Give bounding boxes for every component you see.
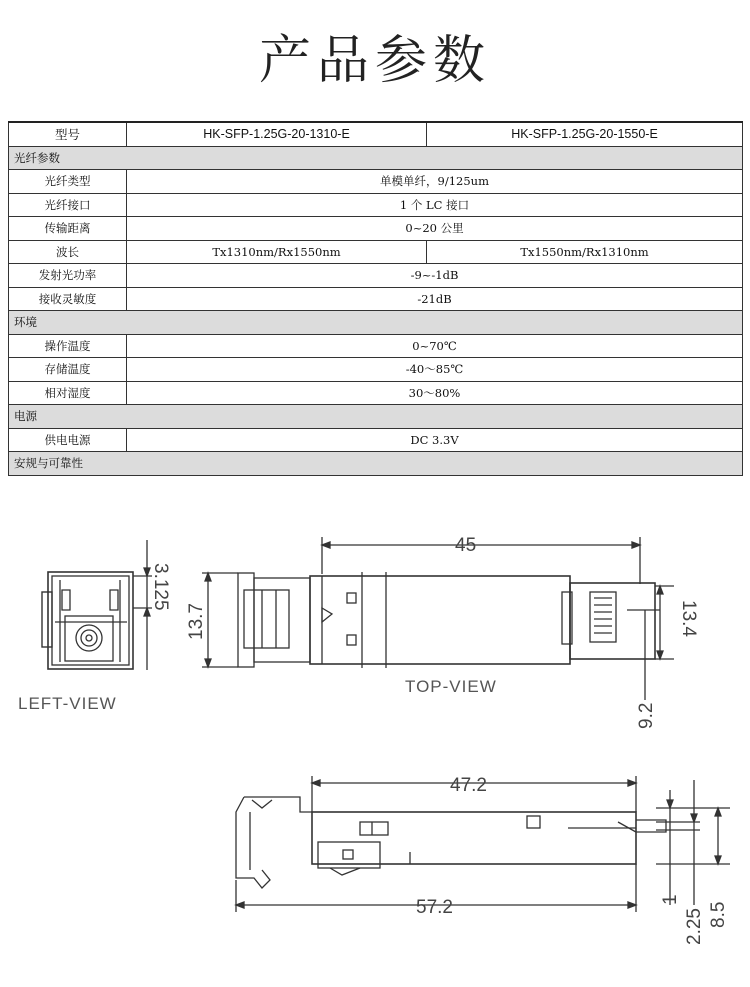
dim-13-4: 13.4 — [678, 600, 699, 637]
dim-9-2: 9.2 — [636, 702, 657, 729]
dim-57-2: 57.2 — [416, 897, 453, 918]
row-value: 30～80% — [127, 381, 743, 405]
row-label: 存储温度 — [9, 358, 127, 382]
dim-1: 1 — [660, 894, 681, 905]
row-label: 接收灵敏度 — [9, 287, 127, 311]
row-value: 单模单纤，9/125um — [127, 170, 743, 194]
model-a: HK-SFP-1.25G-20-1310-E — [127, 122, 427, 146]
row-label: 波长 — [9, 240, 127, 264]
row-value: DC 3.3V — [127, 428, 743, 452]
dim-3-125: 3.125 — [150, 563, 171, 611]
row-value: -9~-1dB — [127, 264, 743, 288]
row-label: 传输距离 — [9, 217, 127, 241]
section-environment: 环境 — [9, 311, 743, 335]
dim-2-25: 2.25 — [684, 908, 705, 945]
section-power: 电源 — [9, 405, 743, 429]
row-label: 相对湿度 — [9, 381, 127, 405]
row-value-a: Tx1310nm/Rx1550nm — [127, 240, 427, 264]
row-value: 0~20 公里 — [127, 217, 743, 241]
row-label: 操作温度 — [9, 334, 127, 358]
row-label: 光纤接口 — [9, 193, 127, 217]
side-view-drawing — [236, 776, 730, 912]
row-value-b: Tx1550nm/Rx1310nm — [427, 240, 743, 264]
dim-45: 45 — [455, 535, 477, 556]
section-optical: 光纤参数 — [9, 146, 743, 170]
row-value: 1 个 LC 接口 — [127, 193, 743, 217]
row-label: 供电电源 — [9, 428, 127, 452]
dim-47-2: 47.2 — [450, 775, 487, 796]
page-title: 产品参数 — [258, 31, 491, 91]
dim-13-7: 13.7 — [186, 603, 207, 640]
top-view-label: TOP-VIEW — [405, 677, 497, 696]
model-b: HK-SFP-1.25G-20-1550-E — [427, 122, 743, 146]
row-label: 发射光功率 — [9, 264, 127, 288]
row-value: -21dB — [127, 287, 743, 311]
row-label: 光纤类型 — [9, 170, 127, 194]
row-value: 0~70℃ — [127, 334, 743, 358]
row-value: -40～85℃ — [127, 358, 743, 382]
left-view-label: LEFT-VIEW — [18, 694, 117, 713]
top-view-drawing — [202, 537, 674, 700]
left-view-drawing — [42, 540, 152, 670]
model-label: 型号 — [9, 122, 127, 146]
section-compliance: 安规与可靠性 — [9, 452, 743, 476]
dim-8-5: 8.5 — [708, 901, 729, 928]
